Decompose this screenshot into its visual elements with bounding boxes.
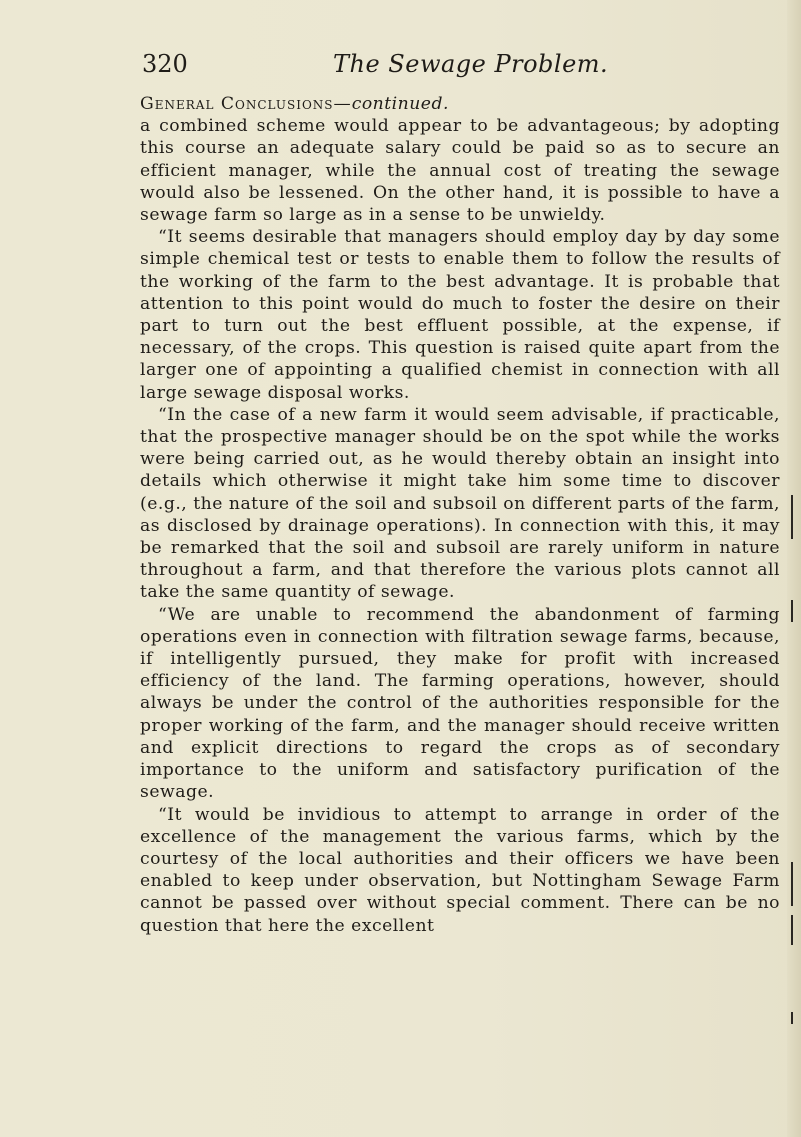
section-heading: [140, 93, 780, 115]
section-heading-continued: continued.: [351, 94, 449, 114]
section-heading-title: General Conclusions—: [140, 94, 352, 114]
edge-mark: [791, 495, 793, 539]
edge-mark: [791, 600, 793, 622]
running-header: [0, 50, 801, 90]
paragraph: “It would be invidious to attempt to arrange in order of the excellence of the management the various farms, which by the courtesy of the local authorities and their officers we have been enabled to keep under observation, but Nottingham Sewage Farm cannot be passed over without special comment. There can be no question that here the excellent: [140, 804, 780, 936]
paragraph: a combined scheme would appear to be advantageous; by adopting this course an adequate salary could be paid so as to secure an efficient manager, while the annual cost of treating the sewage would also be lessened. On the other hand, it is possible to have a sewage farm so large as in a sense to be unwieldy.: [140, 116, 780, 226]
page-edge: [787, 0, 801, 1137]
edge-mark: [791, 915, 793, 945]
edge-mark: [791, 1012, 793, 1024]
paragraph: “We are unable to recommend the abandonment of farming operations even in connection with filtration sewage farms, because, if intelligently pursued, they make for profit with increased efficiency of the land. The farming operations, however, should always be under the control of the authorities responsible for the proper working of the farm, and the manager should receive written and explicit directions to regard the crops as of secondary importance to the uniform and satisfactory purification of the sewage.: [140, 604, 780, 803]
page-body: [140, 93, 780, 937]
paragraph: “It seems desirable that managers should employ day by day some simple chemical test or tests to enable them to follow the results of the working of the farm to the best advantage. It is probable that attention to this point would do much to foster the desire on their part to turn out the best effluent possible, at the expense, if necessary, of the crops. This question is raised quite apart from the larger one of appointing a qualified chemist in connection with all large sewage disposal works.: [140, 227, 780, 403]
edge-mark: [791, 862, 793, 906]
paragraph: “In the case of a new farm it would seem advisable, if practicable, that the prospective manager should be on the spot while the works were being carried out, as he would thereby obtain an insight into details which otherwise it might take him some time to discover (e.g., the nature of the soil and subsoil on different parts of the farm, as disclosed by drainage operations). In connection with this, it may be remarked that the soil and subsoil are rarely uniform in nature throughout a farm, and that therefore the various plots cannot all take the same quantity of sewage.: [140, 404, 780, 603]
running-title: The Sewage Problem.: [333, 50, 609, 78]
page-number: 320: [142, 50, 188, 78]
